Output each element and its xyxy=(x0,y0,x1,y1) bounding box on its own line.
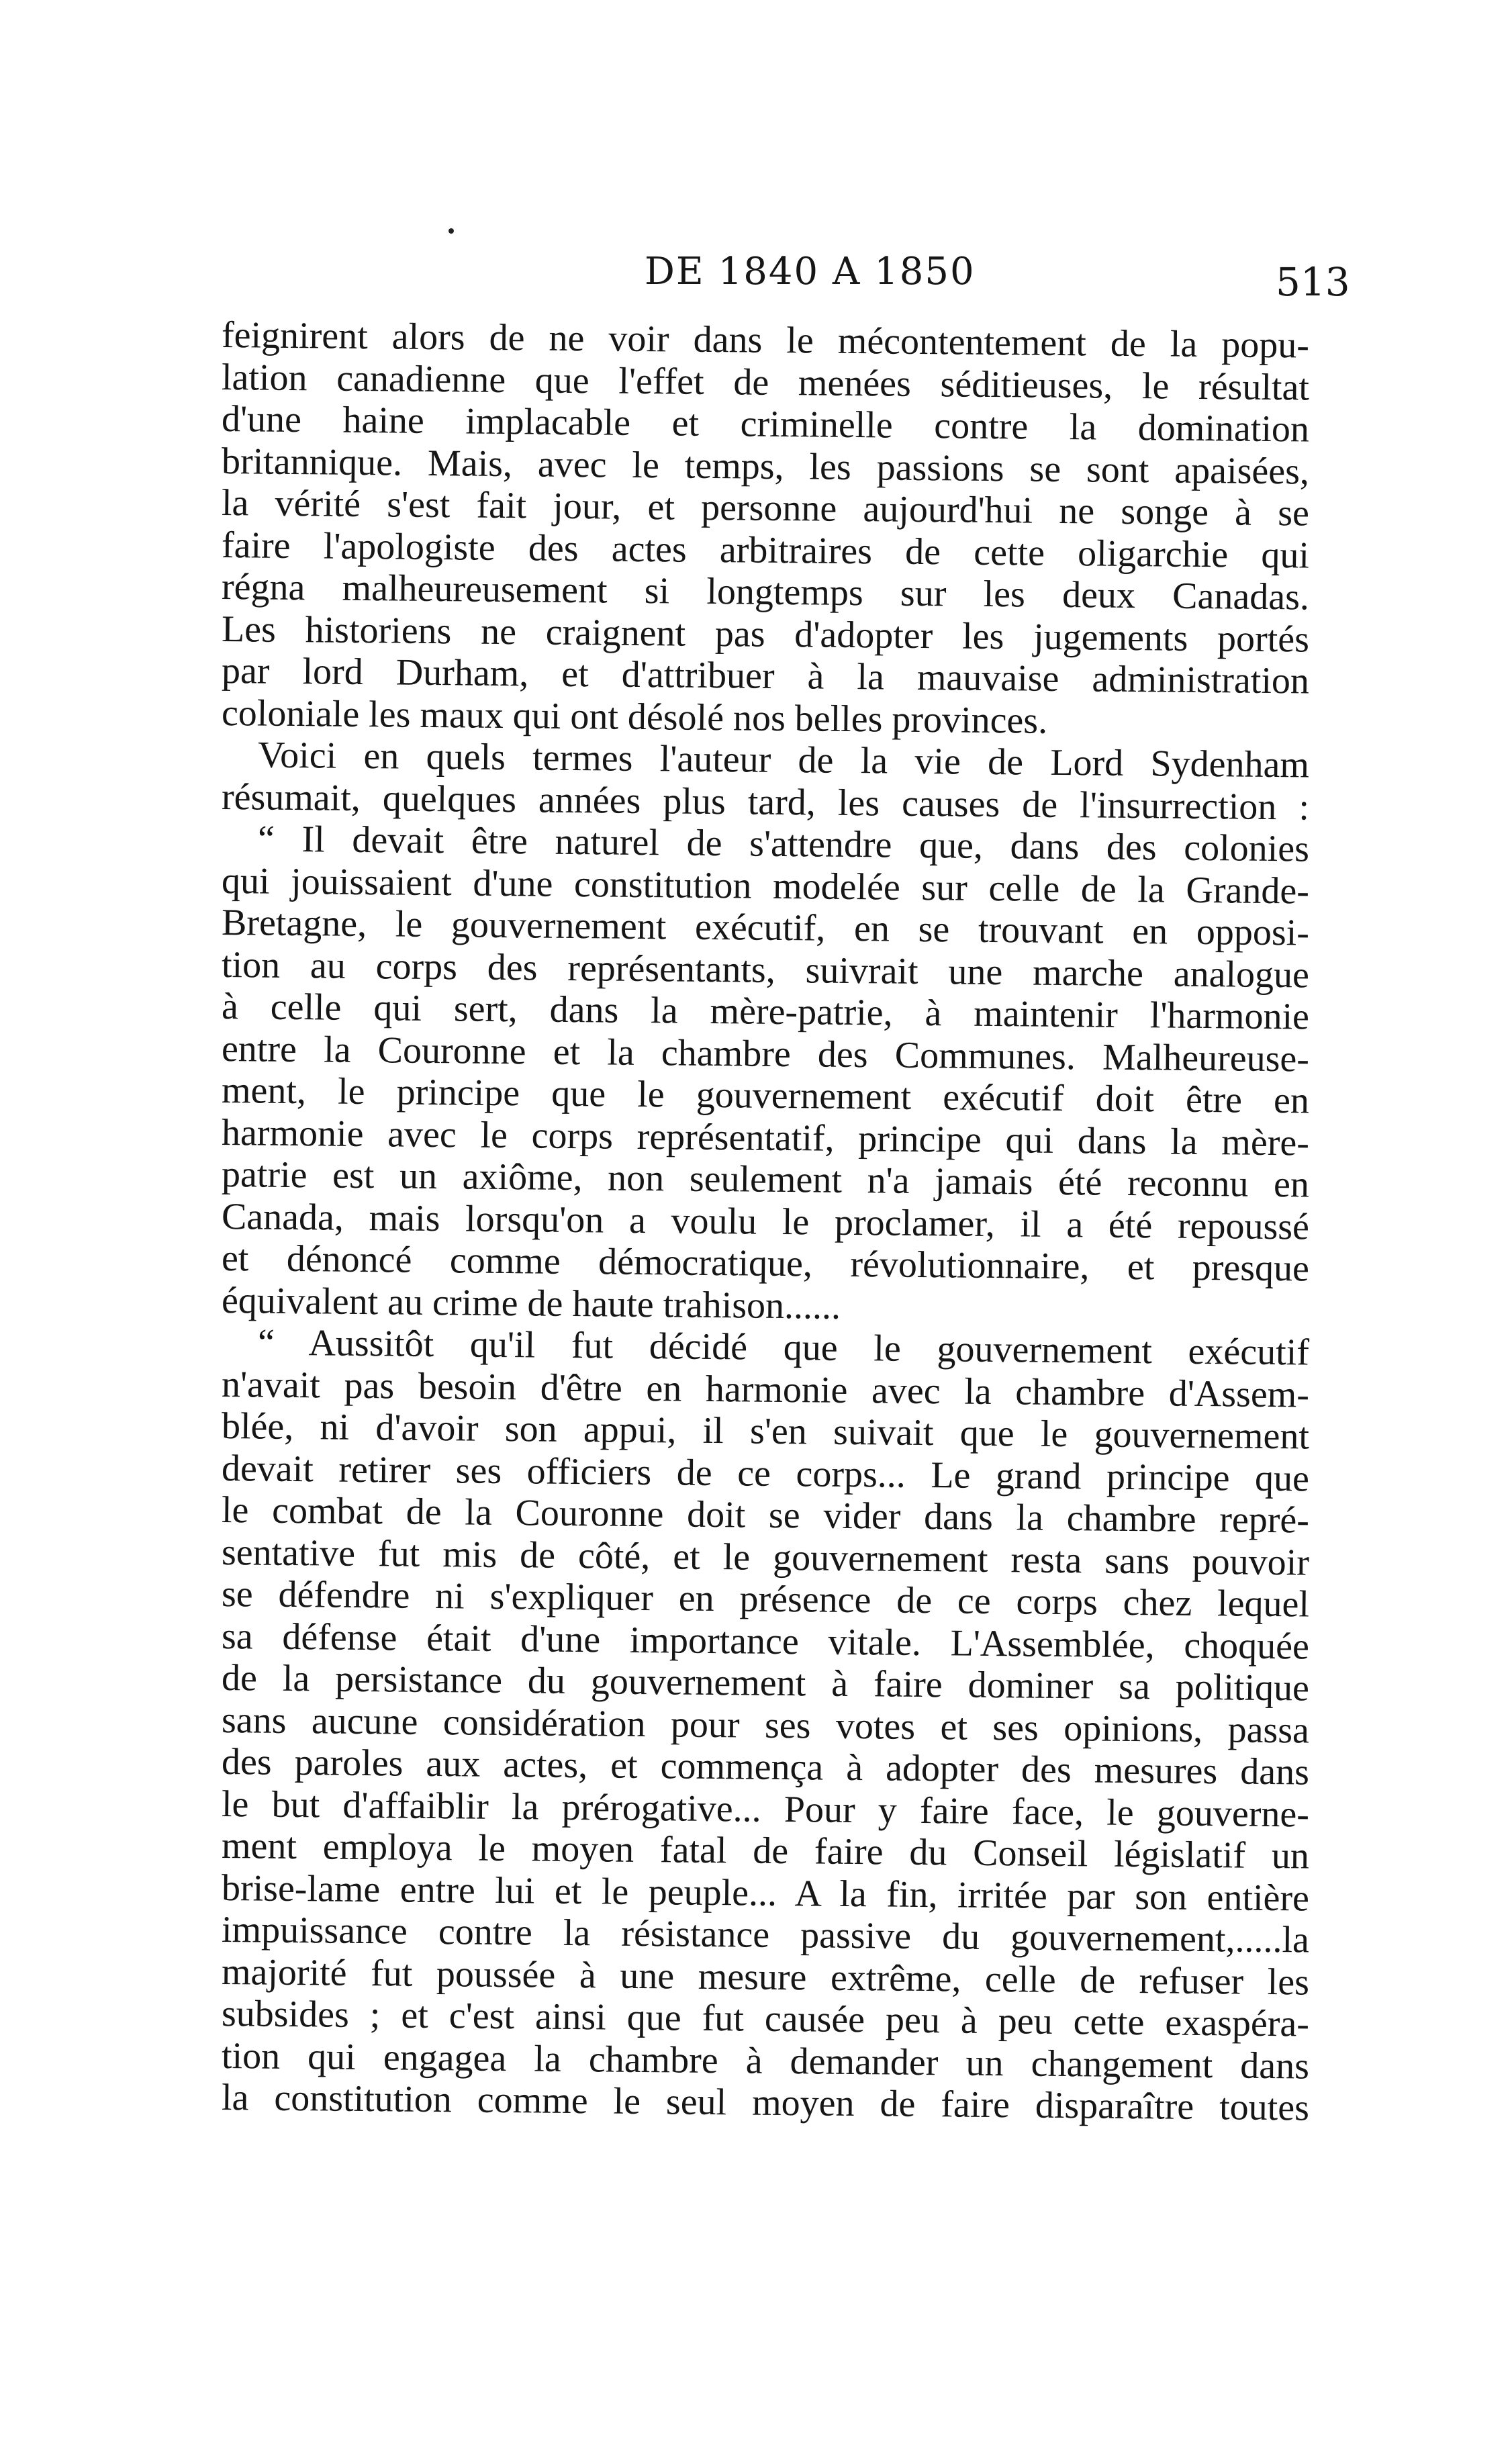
text-line: des paroles aux actes, et commença à adopter des mesures dans xyxy=(221,1741,1310,1793)
text-line: majorité fut poussée à une mesure extrême, celle de refuser les xyxy=(221,1950,1310,2004)
text-line: harmonie avec le corps représentatif, principe qui dans la mère- xyxy=(221,1111,1310,1164)
text-line: la constitution comme le seul moyen de faire disparaître toutes xyxy=(221,2077,1310,2129)
text-line: par lord Durham, et d'attribuer à la mauvaise administration xyxy=(221,650,1310,702)
running-header xyxy=(0,250,1512,303)
text-line: impuissance contre la résistance passive du gouvernement,.....la xyxy=(221,1909,1310,1961)
text-line: Voici en quels termes l'auteur de la vie de Lord Sydenham xyxy=(257,734,1310,786)
text-line: la vérité s'est fait jour, et personne aujourd'hui ne songe à se xyxy=(221,482,1310,534)
text-line: le but d'affaiblir la prérogative... Pour y faire face, le gouverne- xyxy=(221,1783,1310,1836)
text-line: tion qui engagea la chambre à demander un changement dans xyxy=(221,2034,1310,2087)
text-line: Canada, mais lorsqu'on a voulu le proclamer, il a été repoussé xyxy=(221,1195,1310,1248)
text-line: blée, ni d'avoir son appui, il s'en suivait que le gouvernement xyxy=(221,1405,1310,1458)
text-line: subsides ; et c'est ainsi que fut causée peu à peu cette exaspéra- xyxy=(221,1993,1310,2045)
ink-speck xyxy=(448,228,454,234)
text-line: britannique. Mais, avec le temps, les passions se sont apaisées, xyxy=(221,440,1310,493)
text-line: “ Il devait être naturel de s'attendre que, dans des colonies xyxy=(257,818,1310,870)
text-line: de la persistance du gouvernement à faire dominer sa politique xyxy=(221,1657,1310,1709)
text-line: coloniale les maux qui ont désolé nos belles provinces. xyxy=(221,692,1048,742)
text-line: “ Aussitôt qu'il fut décidé que le gouvernement exécutif xyxy=(257,1321,1310,1374)
text-line: faire l'apologiste des actes arbitraires de cette oligarchie qui xyxy=(221,524,1310,577)
text-line: et dénoncé comme démocratique, révolutionnaire, et presque xyxy=(221,1237,1310,1290)
body-text xyxy=(221,314,1310,2129)
text-line: devait retirer ses officiers de ce corps... Le grand principe que xyxy=(221,1447,1310,1500)
running-title: DE 1840 A 1850 xyxy=(645,250,976,293)
page-number: 513 xyxy=(1276,259,1350,305)
text-line: ment employa le moyen fatal de faire du Conseil législatif un xyxy=(221,1825,1310,1877)
text-line: n'avait pas besoin d'être en harmonie avec la chambre d'Assem- xyxy=(221,1363,1310,1416)
text-line: tion au corps des représentants, suivrait une marche analogue xyxy=(221,943,1310,996)
text-line: sa défense était d'une importance vitale. L'Assemblée, choquée xyxy=(221,1615,1310,1668)
text-line: à celle qui sert, dans la mère-patrie, à maintenir l'harmonie xyxy=(221,986,1310,1038)
text-line: sentative fut mis de côté, et le gouvernement resta sans pouvoir xyxy=(221,1531,1310,1584)
text-line: qui jouissaient d'une constitution modelée sur celle de la Grande- xyxy=(221,859,1310,912)
text-line: équivalent au crime de haute trahison...... xyxy=(221,1279,841,1327)
text-line: ment, le principe que le gouvernement exécutif doit être en xyxy=(221,1070,1310,1122)
text-line: le combat de la Couronne doit se vider dans la chambre repré- xyxy=(221,1489,1310,1542)
text-line: sans aucune considération pour ses votes et ses opinions, passa xyxy=(221,1699,1310,1752)
text-line: brise-lame entre lui et le peuple... A la fin, irritée par son entière xyxy=(221,1867,1310,1920)
text-line: Les historiens ne craignent pas d'adopter les jugements portés xyxy=(221,608,1310,661)
text-line: d'une haine implacable et criminelle contre la domination xyxy=(221,398,1310,451)
text-line: résumait, quelques années plus tard, les causes de l'insurrection : xyxy=(221,775,1310,829)
text-line: lation canadienne que l'effet de menées séditieuses, le résultat xyxy=(221,356,1310,409)
text-line: régna malheureusement si longtemps sur les deux Canadas. xyxy=(221,566,1310,618)
text-line: Bretagne, le gouvernement exécutif, en se trouvant en opposi- xyxy=(221,902,1310,954)
text-line: se défendre ni s'expliquer en présence de ce corps chez lequel xyxy=(221,1573,1310,1626)
text-line: patrie est un axiôme, non seulement n'a jamais été reconnu en xyxy=(221,1154,1310,1206)
text-line: feignirent alors de ne voir dans le mécontentement de la popu- xyxy=(221,314,1310,367)
text-line: entre la Couronne et la chambre des Communes. Malheureuse- xyxy=(221,1027,1310,1080)
